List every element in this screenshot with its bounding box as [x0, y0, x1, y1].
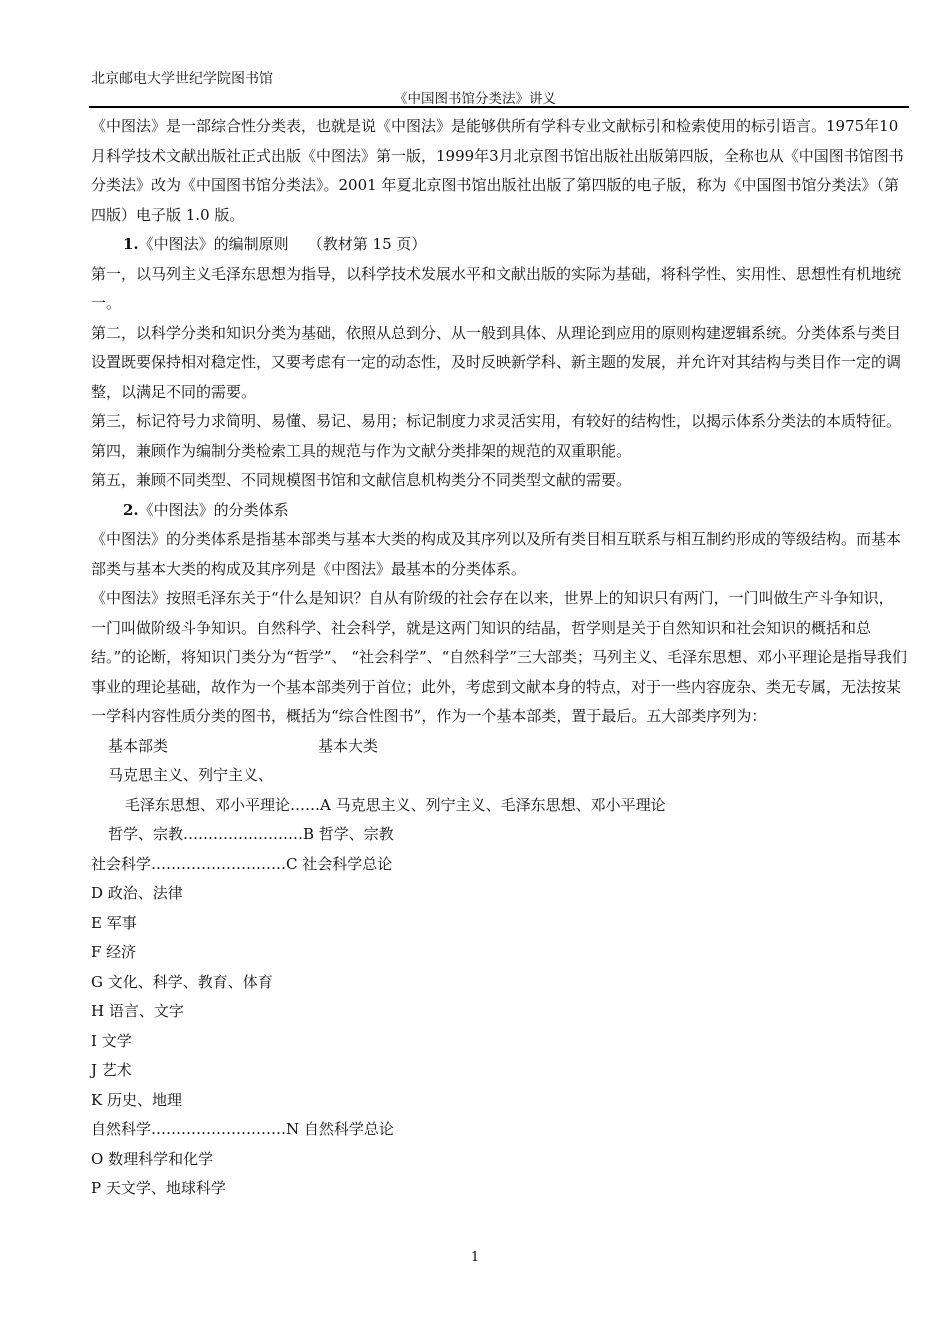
section-heading-1	[91, 230, 907, 260]
class-line: K 历史、地理	[91, 1090, 182, 1109]
class-line: J 艺术	[91, 1061, 132, 1079]
body-content	[91, 112, 907, 1204]
system-paragraph-2: 《中图法》按照毛泽东关于“什么是知识？自从有阶级的社会存在以来，世界上的知识只有两门，一门叫做生产斗争知识，一门叫做阶级斗争知识。自然科学、社会科学，就是这两门知识的结晶，哲学则是关于自然知识和社会知识的概括和总结。”的论断，将知识门类分为“哲学”、 “社会科学”、“自然科学”三大部类；马列主义、毛泽东思想、邓小平理论是指导我们事业的理论基础，故作为一个基本部类列于首位；此外，考虑到文献本身的特点，对于一些内容庞杂、类无专属，无法按某一学科内容性质分类的图书，概括为“综合性图书”，作为一个基本部类，置于最后。五大部类序列为：	[91, 589, 907, 725]
principle-3: 第三，标记符号力求简明、易懂、易记、易用；标记制度力求灵活实用，有较好的结构性，以揭示体系分类法的本质特征。	[91, 412, 902, 430]
class-line: 社会科学………………………C 社会科学总论	[91, 854, 393, 873]
section-heading-2	[91, 496, 907, 526]
class-line: I 文学	[91, 1031, 132, 1050]
class-line: 毛泽东思想、邓小平理论……A 马克思主义、列宁主义、毛泽东思想、邓小平理论	[125, 795, 666, 814]
section-title: 《中图法》的编制原则	[138, 235, 289, 253]
class-table-header	[91, 732, 907, 762]
class-line: P 天文学、地球科学	[91, 1179, 226, 1197]
system-paragraph-1: 《中图法》的分类体系是指基本部类与基本大类的构成及其序列以及所有类目相互联系与相互制约形成的等级结构。而基本部类与基本大类的构成及其序列是《中图法》最基本的分类体系。	[91, 530, 902, 578]
intro-paragraph: 《中图法》是一部综合性分类表，也就是说《中图法》是能够供所有学科专业文献标引和检索使用的标引语言。1975年10月科学技术文献出版社正式出版《中图法》第一版，1999年3月北京图书馆出版社出版第四版，全称也从《中国图书馆图书分类法》改为《中国图书馆分类法》。2001 年夏北京图书馆出版社出版了第四版的电子版，称为《中国图书馆分类法》（第四版）电子版 1.0 版。	[91, 117, 904, 224]
class-line: D 政治、法律	[91, 884, 183, 902]
principle-5: 第五，兼顾不同类型、不同规模图书馆和文献信息机构类分不同类型文献的需要。	[91, 471, 632, 489]
principle-4: 第四，兼顾作为编制分类检索工具的规范与作为文献分类排架的规范的双重职能。	[91, 441, 632, 460]
section-number: 2.	[123, 500, 139, 519]
header-rule	[89, 106, 909, 108]
class-line: F 经济	[91, 943, 137, 961]
class-line: E 军事	[91, 913, 137, 932]
header-doc-title: 《中国图书馆分类法》讲义	[394, 91, 556, 107]
section-ref: （教材第 15 页）	[307, 235, 427, 253]
header-institution: 北京邮电大学世纪学院图书馆	[91, 71, 273, 87]
class-line: 马克思主义、列宁主义、	[108, 766, 274, 784]
class-line: O 数理科学和化学	[91, 1149, 214, 1168]
col-basic-division: 基本部类	[108, 736, 169, 755]
class-line: 自然科学………………………N 自然科学总论	[91, 1120, 394, 1138]
principle-1: 第一，以马列主义毛泽东思想为指导，以科学技术发展水平和文献出版的实际为基础，将科学性、实用性、思想性有机地统一。	[91, 264, 902, 312]
section-number: 1.	[123, 235, 139, 253]
section-title: 《中图法》的分类体系	[138, 500, 289, 519]
principle-2: 第二，以科学分类和知识分类为基础，依照从总到分、从一般到具体、从理论到应用的原则构建逻辑系统。分类体系与类目设置既要保持相对稳定性，又要考虑有一定的动态性，及时反映新学科、新主题的发展，并允许对其结构与类目作一定的调整，以满足不同的需要。	[91, 323, 902, 401]
class-line: 哲学、宗教……………………B 哲学、宗教	[108, 825, 394, 843]
class-line: G 文化、科学、教育、体育	[91, 972, 273, 991]
class-line: H 语言、文字	[91, 1002, 184, 1020]
page-number: 1	[470, 1250, 480, 1265]
col-basic-class: 基本大类	[318, 736, 379, 755]
